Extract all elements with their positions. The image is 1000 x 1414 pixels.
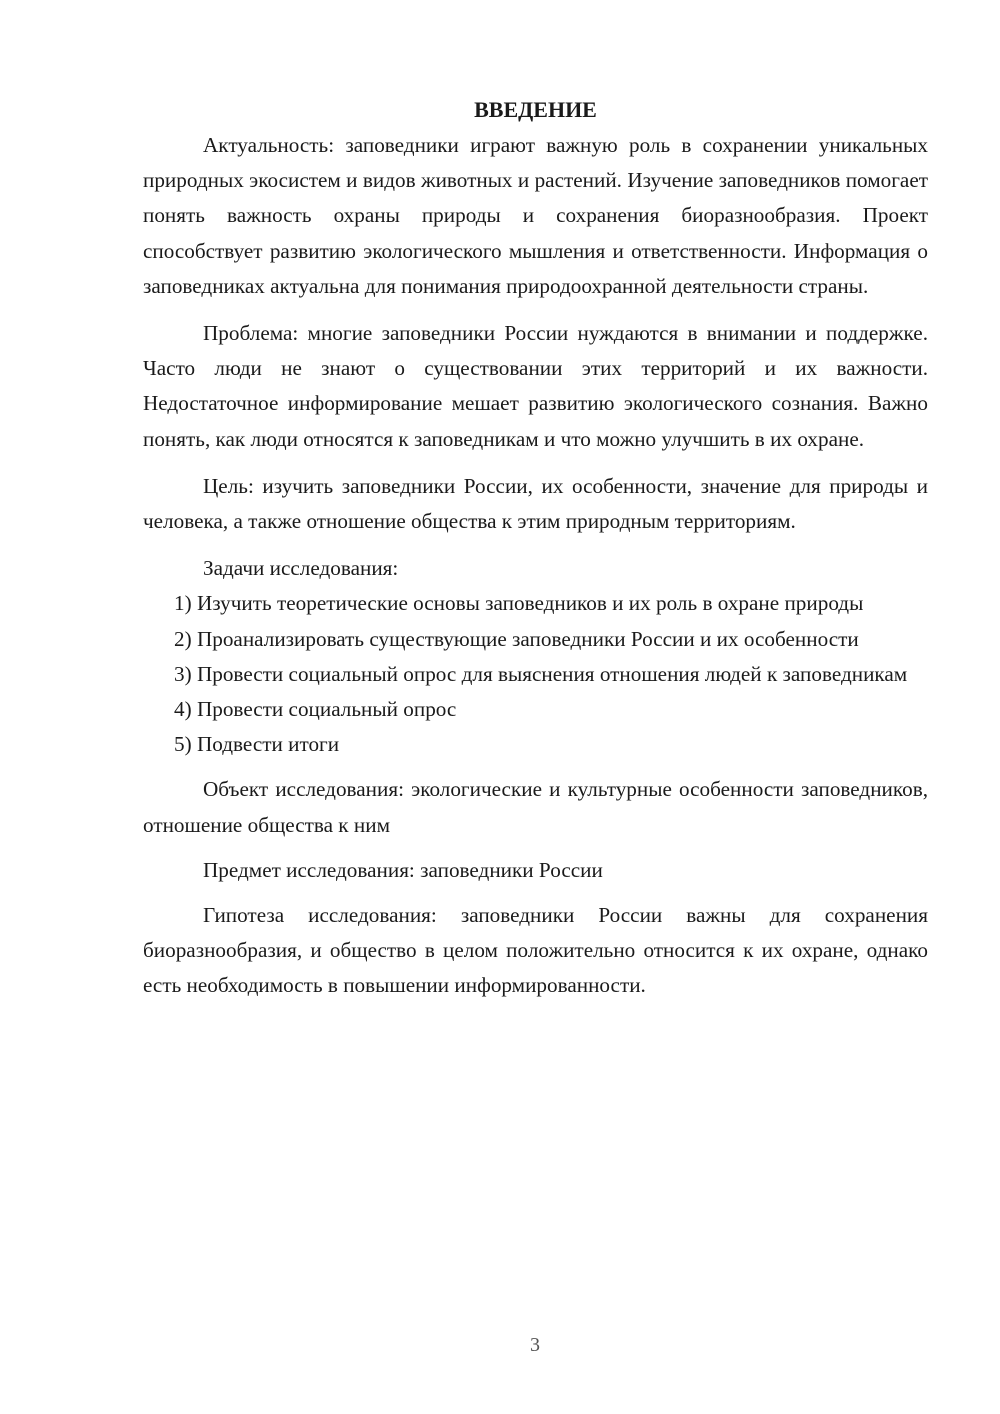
- document-page: [143, 92, 928, 1004]
- task-item-2: 2) Проанализировать существующие заповедники России и их особенности: [174, 626, 859, 651]
- page-number: 3: [530, 1334, 540, 1356]
- task-item-5: 5) Подвести итоги: [174, 732, 340, 757]
- hypothesis-paragraph: Гипотеза исследования: заповедники России важны для сохранения биоразнообразия, и общество в целом положительно относится к их охране, однако есть необходимость в повышении информированности.: [143, 903, 928, 998]
- tasks-heading: Задачи исследования:: [203, 556, 399, 581]
- object-paragraph: Объект исследования: экологические и культурные особенности заповедников, отношение общества к ним: [143, 777, 928, 837]
- subject-paragraph: Предмет исследования: заповедники России: [203, 857, 603, 882]
- goal-paragraph: Цель: изучить заповедники России, их особенности, значение для природы и человека, а также отношение общества к этим природным территориям.: [143, 473, 928, 534]
- task-item-3: 3) Провести социальный опрос для выяснения отношения людей к заповедникам: [174, 661, 908, 686]
- problem-paragraph: Проблема: многие заповедники России нуждаются в внимании и поддержке. Часто люди не знают о существовании этих территорий и их важности. Недостаточное информирование мешает развитию экологического сознания. Важно понять, как люди относятся к заповедникам и что можно улучшить в их охране.: [143, 321, 928, 451]
- task-item-1: 1) Изучить теоретические основы заповедников и их роль в охране природы: [174, 591, 864, 616]
- task-item-4: 4) Провести социальный опрос: [174, 697, 457, 722]
- relevance-paragraph: Актуальность: заповедники играют важную роль в сохранении уникальных природных экосистем и видов животных и растений. Изучение заповедников помогает понять важность охраны природы и сохранения биоразнообразия. Проект способствует развитию экологического мышления и ответственности. Информация о заповедниках актуальна для понимания природоохранной деятельности страны.: [143, 133, 928, 298]
- section-heading: ВВЕДЕНИЕ: [474, 97, 597, 122]
